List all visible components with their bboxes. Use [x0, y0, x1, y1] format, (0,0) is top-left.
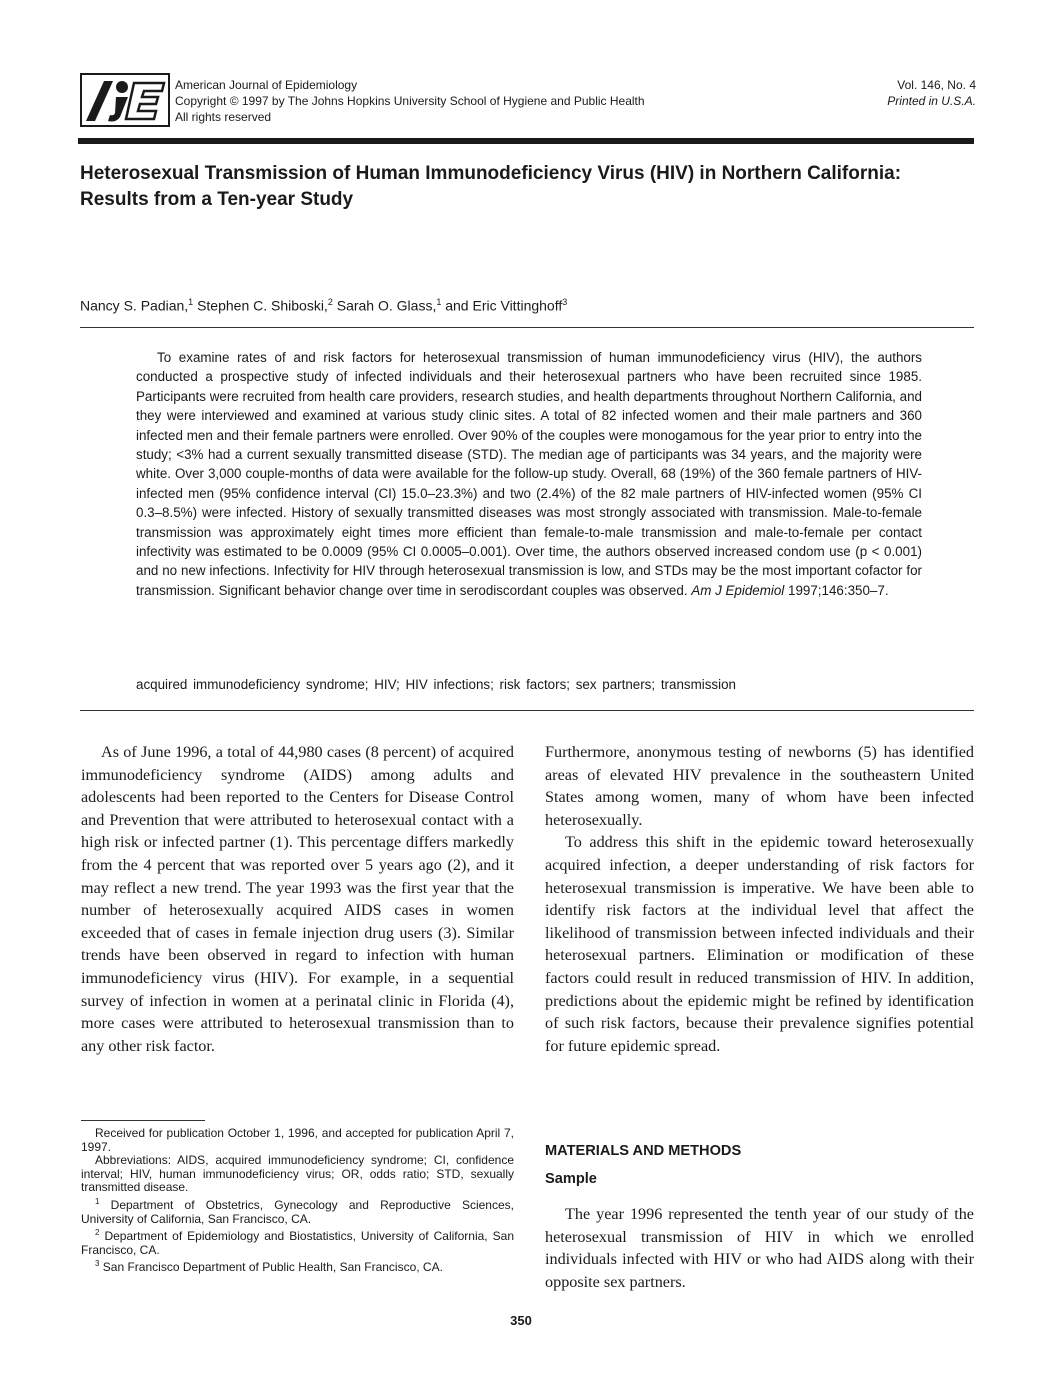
- abstract-citation-journal: Am J Epidemiol: [691, 582, 785, 598]
- author-name: Sarah O. Glass,: [336, 297, 437, 314]
- author-name: Nancy S. Padian,: [80, 297, 189, 314]
- author-affiliation-marker: 1: [188, 297, 194, 307]
- abbreviations-note: Abbreviations: AIDS, acquired immunodeficiency syndrome; CI, confidence interval; HIV, human immunodeficiency virus; OR, odds ratio; STD, sexually transmitted disease.: [81, 1153, 514, 1195]
- affiliation-marker: 2: [95, 1228, 100, 1238]
- page-number: 350: [510, 1313, 532, 1328]
- sample-paragraph: The year 1996 represented the tenth year of our study of the heterosexual transmission of HIV in which we enrolled individuals infected with HIV or who had AIDS along with their opposite sex partners.: [545, 1205, 974, 1291]
- intro-paragraph-2: To address this shift in the epidemic toward heterosexually acquired infection, a deeper understanding of risk factors for heterosexual transmission is imperative. We have been able to identify risk factors at the individual level that affect the likelihood of transmission between infected individuals and their heterosexual partners. Elimination or modification of these factors could result in reduced transmission of HIV. In addition, predictions about the epidemic might be refined by identification of such risk factors, because their prevalence signifies potential for future epidemic spread.: [545, 833, 974, 1055]
- methods-text: [545, 1203, 974, 1293]
- copyright-line: Copyright © 1997 by The Johns Hopkins University School of Hygiene and Public Health: [175, 94, 645, 108]
- affiliation-marker: 3: [95, 1259, 100, 1269]
- journal-name: American Journal of Epidemiology: [175, 78, 358, 92]
- abstract-rule: [80, 710, 974, 711]
- author-affiliation-marker: 3: [562, 297, 568, 307]
- received-note: Received for publication October 1, 1996, and accepted for publication April 7, 1997.: [81, 1126, 514, 1154]
- author-name: Stephen C. Shiboski,: [197, 297, 328, 314]
- affiliation-note: [81, 1195, 514, 1226]
- article-title: Heterosexual Transmission of Human Immunodeficiency Virus (HIV) in Northern California: Results from a Ten-year Study: [80, 163, 902, 210]
- abstract-text: To examine rates of and risk factors for heterosexual transmission of human immunodeficiency virus (HIV), the authors conducted a prospective study of infected individuals and their heterosexual partners who have been recruited since 1985. Participants were recruited from health care providers, research studies, and health departments throughout Northern California, and they were interviewed and examined at various study clinic sites. A total of 82 infected women and their male partners and 360 infected men and their female partners were enrolled. Over 90% of the couples were monogamous for the year prior to entry into the study; <3% had a current sexually transmitted disease (STD). The median age of participants was 34 years, and the majority were white. Over 3,000 couple-months of data were available for the follow-up study. Overall, 68 (19%) of the 360 female partners of HIV-infected men (95% confidence interval (CI) 15.0–23.3%) and two (2.4%) of the 82 male partners of HIV-infected women (95% CI 0.3–8.5%) were infected. History of sexually transmitted diseases was most strongly associated with transmission. Male-to-female transmission was approximately eight times more efficient than female-to-male transmission and male-to-female per contact infectivity was estimated to be 0.0009 (95% CI 0.0005–0.001). Over time, the authors observed increased condom use (p < 0.001) and no new infections. Infectivity for HIV through heterosexual transmission is low, and STDs may be the most important cofactor for transmission. Significant behavior change over time in serodiscordant couples was observed.: [136, 350, 922, 598]
- journal-info: [175, 77, 645, 125]
- intro-paragraph: As of June 1996, a total of 44,980 cases (8 percent) of acquired immunodeficiency syndrome (AIDS) among adults and adolescents had been reported to the Centers for Disease Control and Prevention that were attributed to heterosexual contact with a high risk or infected partner (1). This percentage differs markedly from the 4 percent that was reported over 5 years ago (2), and it may reflect a new trend. The year 1993 was the first year that the number of heterosexually acquired AIDS cases in women exceeded that of cases in female injection drug users (3). Similar trends have been observed in regard to infection with human immunodeficiency virus (HIV). For example, in a sequential survey of infection in women at a perinatal clinic in Florida (4), more cases were attributed to heterosexual transmission than to any other risk factor.: [81, 743, 514, 1055]
- affiliation-note: [81, 1226, 514, 1257]
- body-left-column: [81, 741, 514, 1057]
- affiliation-text: San Francisco Department of Public Health, San Francisco, CA.: [99, 1260, 443, 1275]
- author-list: [80, 297, 567, 314]
- header-rule: [78, 138, 974, 144]
- rights-line: All rights reserved: [175, 110, 272, 124]
- affiliation-marker: 1: [95, 1196, 100, 1206]
- body-right-column: [545, 741, 974, 1057]
- authors-rule: [80, 327, 974, 328]
- abstract: [136, 348, 922, 600]
- affiliation-text: Department of Epidemiology and Biostatistics, University of California, San Francisco, CA.: [81, 1229, 514, 1257]
- footnotes: [81, 1127, 514, 1275]
- author-affiliation-marker: 2: [327, 297, 333, 307]
- printed-location: Printed in U.S.A.: [887, 94, 976, 108]
- affiliation-text: Department of Obstetrics, Gynecology and Reproductive Sciences, University of California, San Francisco, CA.: [81, 1197, 514, 1226]
- section-heading: MATERIALS AND METHODS: [545, 1143, 742, 1159]
- affiliation-note: [81, 1257, 514, 1275]
- keywords: acquired immunodeficiency syndrome; HIV; HIV infections; risk factors; sex partners; transmission: [136, 677, 736, 692]
- footnote-rule: [81, 1120, 205, 1121]
- author-name: and Eric Vittinghoff: [445, 297, 563, 314]
- volume-number: Vol. 146, No. 4: [897, 78, 976, 92]
- journal-logo: [80, 73, 170, 127]
- author-affiliation-marker: 1: [436, 297, 442, 307]
- abstract-citation-details: 1997;146:350–7.: [784, 582, 889, 598]
- volume-info: [887, 77, 976, 109]
- subsection-heading: Sample: [545, 1171, 597, 1187]
- intro-continuation: Furthermore, anonymous testing of newborns (5) has identified areas of elevated HIV prevalence in the southeastern United States among women, many of whom have been infected heterosexually.: [545, 743, 974, 829]
